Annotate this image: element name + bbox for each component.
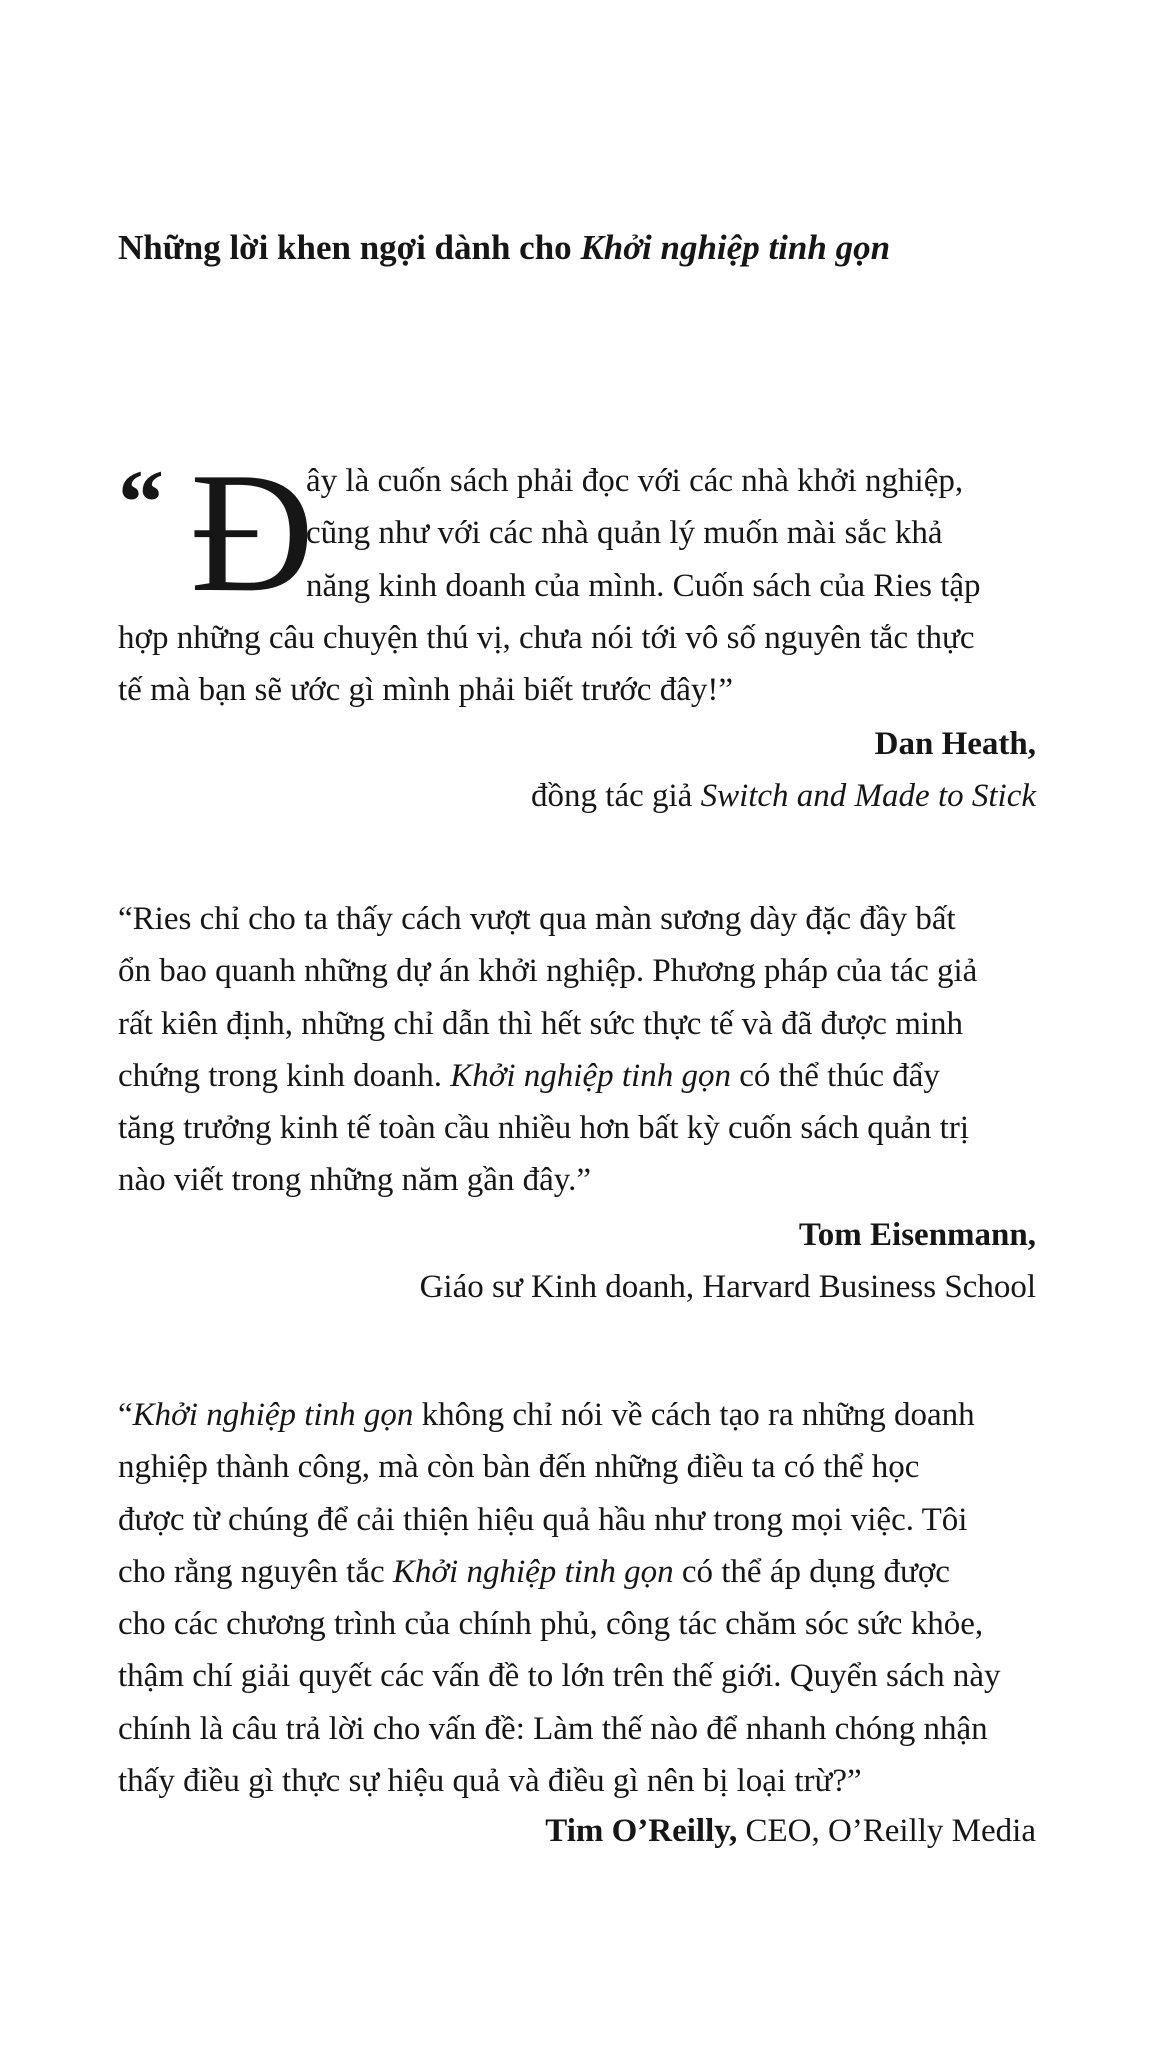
quote-line: thậm chí giải quyết các vấn đề to lớn trên thế giới. Quyển sách này <box>118 1658 1001 1695</box>
attribution-role-prefix: đồng tác giả <box>531 778 693 815</box>
quote-line: cho các chương trình của chính phủ, công tác chăm sóc sức khỏe, <box>118 1606 984 1643</box>
quote-line: nào viết trong những năm gần đây.” <box>118 1162 592 1199</box>
attribution-2 <box>420 1209 1036 1314</box>
quote-line: tế mà bạn sẽ ước gì mình phải biết trước đây!” <box>118 672 733 709</box>
attribution-author: Dan Heath, <box>874 726 1036 762</box>
attribution-author: Tim O’Reilly, <box>545 1813 738 1849</box>
quote-line-prefix: chứng trong kinh doanh. <box>118 1057 443 1094</box>
heading-text: Những lời khen ngợi dành cho <box>118 228 572 267</box>
quote-line: hợp những câu chuyện thú vị, chưa nói tới vô số nguyên tắc thực <box>118 619 975 656</box>
attribution-role: CEO, O’Reilly Media <box>745 1813 1036 1849</box>
testimonial-quote-1 <box>118 438 1036 716</box>
heading-book-title: Khởi nghiệp tinh gọn <box>580 228 891 267</box>
quote-line: nghiệp thành công, mà còn bàn đến những điều ta có thể học <box>118 1449 920 1486</box>
quote-line: tăng trưởng kinh tế toàn cầu nhiều hơn bất kỳ cuốn sách quản trị <box>118 1110 969 1147</box>
quote-line-suffix: có thể thúc đẩy <box>739 1057 940 1094</box>
testimonial-quote-2 <box>118 893 1036 1207</box>
quote-line-suffix: không chỉ nói về cách tạo ra những doanh <box>421 1397 975 1433</box>
quote-line: “Ries chỉ cho ta thấy cách vượt qua màn sương dày đặc đầy bất <box>118 901 956 937</box>
quote-book-title: Khởi nghiệp tinh gọn <box>132 1397 414 1433</box>
quote-line <box>118 1050 1036 1102</box>
testimonial-quote-3 <box>118 1389 1036 1807</box>
quote-line: ổn bao quanh những dự án khởi nghiệp. Phương pháp của tác giả <box>118 953 978 990</box>
attribution-book-titles: Switch and Made to Stick <box>700 778 1036 815</box>
quote-line-prefix: cho rằng nguyên tắc <box>118 1553 385 1590</box>
quote-book-title: Khởi nghiệp tinh gọn <box>450 1057 731 1094</box>
opening-quote-mark: “ <box>118 1397 133 1433</box>
quote-book-title: Khởi nghiệp tinh gọn <box>392 1553 674 1590</box>
quote-line-suffix: có thể áp dụng được <box>681 1553 950 1590</box>
attribution-role: Giáo sư Kinh doanh, Harvard Business School <box>419 1269 1036 1306</box>
quote-line: cũng như với các nhà quản lý muốn mài sắc khả <box>306 515 943 552</box>
quote-line: ây là cuốn sách phải đọc với các nhà khởi nghiệp, <box>306 463 964 499</box>
quote-line: chính là câu trả lời cho vấn đề: Làm thế nào để nhanh chóng nhận <box>118 1710 988 1747</box>
attribution-role <box>531 770 1036 822</box>
attribution-3 <box>545 1805 1036 1857</box>
quote-line: được từ chúng để cải thiện hiệu quả hầu như trong mọi việc. Tôi <box>118 1501 968 1538</box>
attribution-1 <box>531 718 1036 823</box>
quote-line: thấy điều gì thực sự hiệu quả và điều gì nên bị loại trừ?” <box>118 1763 862 1800</box>
page-heading <box>118 223 1058 273</box>
quote-line: năng kinh doanh của mình. Cuốn sách của Ries tập <box>306 567 981 604</box>
opening-quote-mark: “ <box>118 451 164 553</box>
quote-line <box>118 1389 1036 1441</box>
quote-line <box>118 1546 1036 1598</box>
quote-line: rất kiên định, những chỉ dẫn thì hết sức thực tế và đã được minh <box>118 1005 964 1042</box>
drop-cap-letter: Đ <box>190 438 315 628</box>
attribution-author: Tom Eisenmann, <box>798 1217 1036 1253</box>
